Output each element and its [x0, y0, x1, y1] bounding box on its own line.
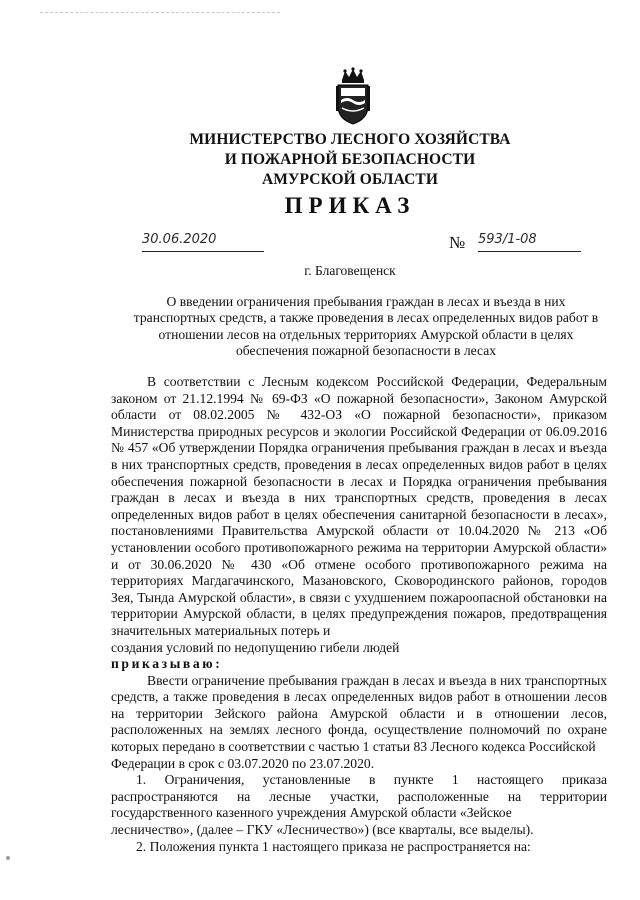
scan-edge-line: [40, 12, 280, 13]
order-date-handwritten: 30.06.2020: [142, 232, 264, 252]
main-order-last-line: Федерации в срок с 03.07.2020 по 23.07.2020.: [111, 755, 375, 771]
point-1-last-line: лесничество», (далее – ГКУ «Лесничество») (все кварталы, все выделы).: [111, 822, 534, 838]
order-number-handwritten: 593/1-08: [478, 232, 581, 252]
ministry-name: [100, 130, 600, 190]
ministry-line-1: МИНИСТЕРСТВО ЛЕСНОГО ХОЗЯЙСТВА: [189, 131, 511, 148]
main-order-paragraph: Ввести ограничение пребывания граждан в лесах и въезда в них транспортных средств, а также проведения в лесах определенных видов работ в отношении лесов на территории Зейского района Амурской области и в отношении лесов, расположенных на землях лесного фонда, осуществление полномочий по охране которых передано в соответствии с частью 1 статьи 83 Лесного кодекса Российской: [111, 672, 607, 755]
ministry-line-2: И ПОЖАРНОЙ БЕЗОПАСНОСТИ: [224, 151, 476, 168]
orders-word: приказываю:: [111, 656, 223, 672]
preamble-paragraph: В соответствии с Лесным кодексом Российской Федерации, Федеральным законом от 21.12.1994 № 69-ФЗ «О пожарной безопасности», Законом Амурской области от 08.02.2005 № 432-ОЗ «О пожарной безопасности», приказом Министерства природных ресурсов и экологии Российской Федерации от 06.09.2016 № 457 «Об утверждении Порядка ограничения пребывания граждан в лесах и въезда в них транспортных средств, проведения в лесах определенных видов работ в целях обеспечения пожарной безопасности в лесах и Порядка ограничения пребывания граждан в лесах и въезда в них транспортных средств, проведения в лесах определенных видов работ в целях обеспечения санитарной безопасности в лесах», постановлениями Правительства Амурской области от 10.04.2020 № 213 «Об установлении особого противопожарного режима на территории Амурской области» и от 30.06.2020 № 430 «Об отмене особого противопожарного режима на территориях Магдагачинского, Мазановского, Сковородинского районов, городов Зея, Тында Амурской области», в связи с ухудшением пожароопасной обстановки на территории Амурской области, в целях предупреждения пожаров, предотвращения значительных материальных потерь и: [111, 374, 607, 638]
point-1-paragraph: 1. Ограничения, установленные в пункте 1 настоящего приказа распространяются на лесные участки, расположенные на территории государственного казенного учреждения Амурской области «Зейское: [111, 772, 607, 821]
scan-margin-mark: [6, 856, 10, 860]
subject-line-1: О введении ограничения пребывания граждан в лесах и въезда в них: [166, 294, 566, 309]
subject-line-2: транспортных средств, а также проведения в лесах определенных видов работ в: [133, 310, 599, 326]
ministry-line-3: АМУРСКОЙ ОБЛАСТИ: [262, 171, 438, 188]
preamble-last-line: создания условий по недопущению гибели людей: [111, 639, 400, 655]
city-line: г. Благовещенск: [304, 263, 396, 278]
order-number-label: №: [449, 233, 466, 252]
subject-line-3: отношении лесов на отдельных территориях Амурской области в целях: [158, 326, 574, 342]
order-title: ПРИКАЗ: [284, 193, 416, 218]
subject-line-4: обеспечения пожарной безопасности в лесах: [235, 343, 497, 359]
order-body: [111, 374, 607, 855]
order-subject: [126, 294, 606, 360]
point-2-paragraph: 2. Положения пункта 1 настоящего приказа не распространяется на:: [136, 838, 531, 854]
coat-of-arms-icon: [333, 66, 373, 126]
